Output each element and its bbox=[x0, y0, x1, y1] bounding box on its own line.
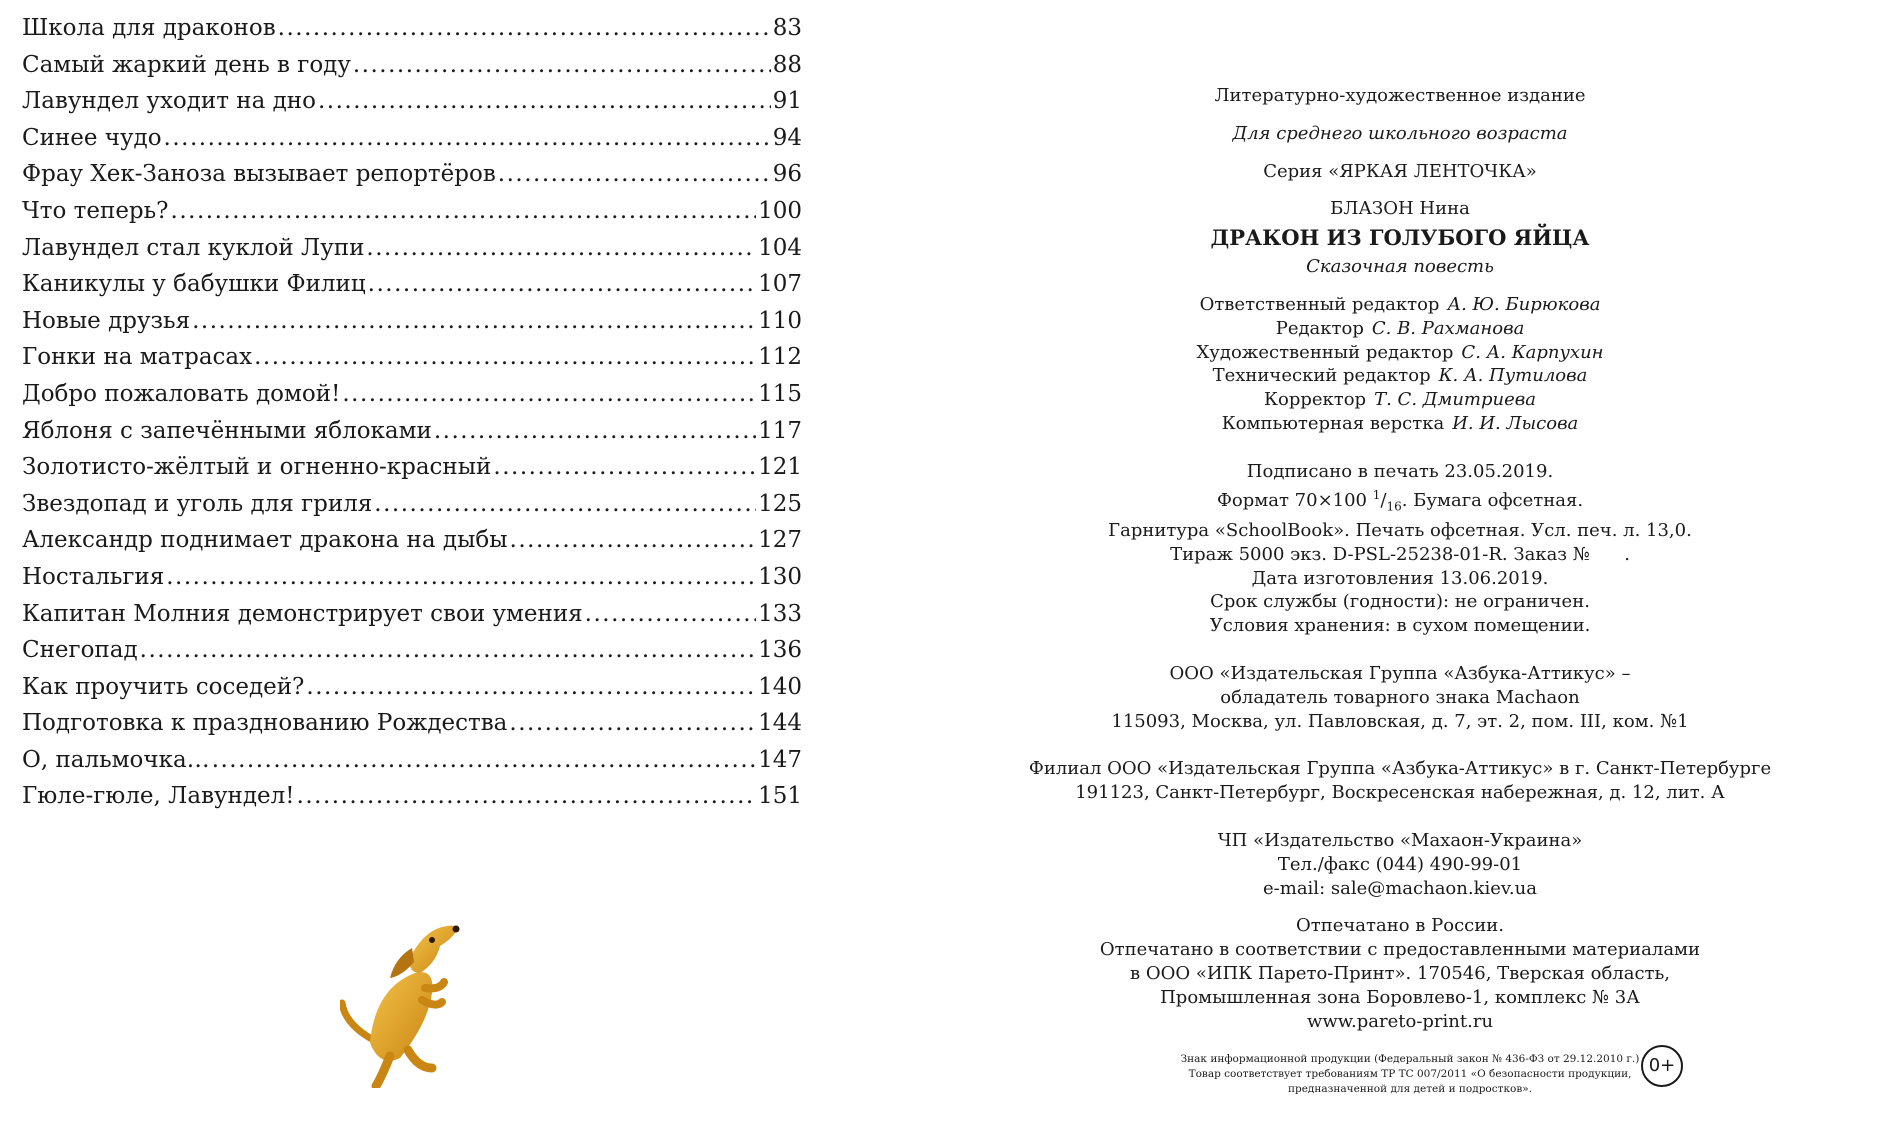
toc-leader-dots bbox=[368, 266, 756, 303]
toc-entry-title: Каникулы у бабушки Филиц bbox=[22, 271, 366, 298]
toc-leader-dots bbox=[306, 669, 756, 706]
print-run: Тираж 5000 экз. D-PSL-25238-01-R. Заказ № . bbox=[1170, 543, 1630, 565]
toc-leader-dots bbox=[254, 339, 756, 376]
branch-line-2: 191123, Санкт-Петербург, Воскресенская набережная, д. 12, лит. А bbox=[1075, 782, 1725, 804]
toc-leader-dots bbox=[509, 705, 756, 742]
author-name: БЛАЗОН Нина bbox=[1330, 198, 1470, 220]
dachshund-illustration bbox=[340, 918, 500, 1088]
ukraine-email: e-mail: sale@machaon.kiev.ua bbox=[1263, 877, 1537, 899]
toc-entry bbox=[22, 449, 802, 486]
toc-entry-page: 136 bbox=[758, 637, 802, 664]
format-line: Формат 70×100 $^1/_{16}$. Бумага офсетная. bbox=[1216, 487, 1584, 514]
tr-ts-line-2: предназначенной для детей и подростков». bbox=[1288, 1083, 1532, 1095]
toc-entry bbox=[22, 632, 802, 669]
tr-ts-line-1: Товар соответствует требованиям ТР ТС 007/2011 «О безопасности продукции, bbox=[1188, 1068, 1632, 1080]
printed-line-3: в ООО «ИПК Парето-Принт». 170546, Тверская область, bbox=[1129, 962, 1671, 984]
publisher-line-2: обладатель товарного знака Machaon bbox=[1220, 686, 1580, 708]
printed-line-1: Отпечатано в России. bbox=[1296, 915, 1504, 937]
toc-entry bbox=[22, 559, 802, 596]
toc-entry-title: Лавундел уходит на дно bbox=[22, 88, 316, 115]
credit-role: Ответственный редактор bbox=[1199, 293, 1440, 315]
credit-person: Т. С. Дмитриева bbox=[1374, 389, 1536, 411]
toc-entry-page: 115 bbox=[758, 380, 802, 407]
toc-entry-page: 88 bbox=[772, 51, 802, 78]
toc-entry-page: 107 bbox=[758, 271, 802, 298]
toc-leader-dots bbox=[498, 156, 771, 193]
toc-entry bbox=[22, 596, 802, 633]
toc-leader-dots bbox=[278, 10, 771, 47]
credit-role: Компьютерная верстка bbox=[1221, 412, 1445, 434]
credit-person: С. В. Рахманова bbox=[1371, 317, 1525, 339]
toc-leader-dots bbox=[585, 596, 756, 633]
credit-line bbox=[1000, 293, 1800, 317]
typeface-line: Гарнитура «SchoolBook». Печать офсетная. Усл. печ. л. 13,0. bbox=[1108, 519, 1692, 541]
credit-person: А. Ю. Бирюкова bbox=[1447, 293, 1601, 315]
ukraine-line-2: Тел./факс (044) 490-99-01 bbox=[1277, 853, 1523, 875]
printer-website: www.pareto-print.ru bbox=[1306, 1010, 1494, 1032]
toc-entry bbox=[22, 303, 802, 340]
format-suffix: . Бумага офсетная. bbox=[1401, 489, 1584, 511]
toc-entry-page: 125 bbox=[758, 490, 802, 517]
toc-leader-dots bbox=[342, 376, 756, 413]
toc-leader-dots bbox=[171, 193, 757, 230]
credit-line bbox=[1000, 388, 1800, 412]
info-product-mark: Знак информационной продукции (Федеральный закон № 436-ФЗ от 29.12.2010 г.) bbox=[1180, 1053, 1640, 1065]
toc-entry bbox=[22, 10, 802, 47]
toc-entry bbox=[22, 83, 802, 120]
toc-entry-page: 83 bbox=[772, 15, 802, 41]
toc-leader-dots bbox=[434, 413, 756, 450]
toc-entry-title: Подготовка к празднованию Рождества bbox=[22, 710, 508, 737]
credits-list bbox=[1000, 293, 1800, 436]
toc-entry-title: Ностальгия bbox=[22, 563, 165, 590]
printed-line-2: Отпечатано в соответствии с предоставленными материалами bbox=[1099, 939, 1701, 961]
toc-entry-page: 127 bbox=[758, 527, 802, 554]
toc-leader-dots bbox=[493, 449, 756, 486]
branch-line-1: Филиал ООО «Издательская Группа «Азбука-Аттикус» в г. Санкт-Петербурге bbox=[1028, 758, 1772, 780]
toc-entry bbox=[22, 778, 802, 815]
toc-entry-title: Золотисто-жёлтый и огненно-красный bbox=[22, 454, 492, 481]
toc-entry-title: Яблоня с запечёнными яблоками bbox=[22, 417, 432, 444]
toc-entry bbox=[22, 376, 802, 413]
toc-entry-page: 121 bbox=[758, 454, 802, 481]
publisher-line-1: ООО «Издательская Группа «Азбука-Аттикус» – bbox=[1169, 662, 1631, 684]
credit-person: К. А. Путилова bbox=[1438, 365, 1588, 387]
toc-entry-title: Александр поднимает дракона на дыбы bbox=[22, 527, 508, 554]
toc-entry-title: Гонки на матрасах bbox=[22, 344, 253, 371]
toc-entry-page: 117 bbox=[758, 417, 802, 444]
toc-entry-title: Новые друзья bbox=[22, 307, 191, 334]
toc-entry-page: 112 bbox=[758, 344, 802, 371]
toc-entry bbox=[22, 120, 802, 157]
toc-entry-title: Снегопад bbox=[22, 637, 138, 664]
toc-entry-page: 110 bbox=[758, 307, 802, 334]
signed-date: Подписано в печать 23.05.2019. bbox=[1246, 460, 1554, 482]
toc-leader-dots bbox=[166, 559, 756, 596]
age-rating-badge: 0+ bbox=[1641, 1045, 1683, 1087]
credit-line bbox=[1000, 412, 1800, 436]
toc-entry-title: Лавундел стал куклой Лупи bbox=[22, 234, 365, 261]
book-subtitle: Сказочная повесть bbox=[1306, 256, 1494, 278]
imprint-block bbox=[1000, 84, 1800, 1033]
edition-type: Литературно-художественное издание bbox=[1214, 85, 1586, 106]
credit-role: Художественный редактор bbox=[1196, 341, 1454, 363]
toc-entry-title: Фрау Хек-Заноза вызывает репортёров bbox=[22, 161, 496, 188]
printed-line-4: Промышленная зона Боровлево-1, комплекс № 3А bbox=[1160, 986, 1640, 1008]
made-date: Дата изготовления 13.06.2019. bbox=[1251, 567, 1549, 589]
credit-line bbox=[1000, 364, 1800, 388]
ukraine-line-1: ЧП «Издательство «Махаон-Украина» bbox=[1217, 829, 1583, 851]
credit-role: Корректор bbox=[1264, 389, 1367, 411]
credit-role: Редактор bbox=[1275, 317, 1364, 339]
toc-entry bbox=[22, 742, 802, 779]
toc-entry bbox=[22, 47, 802, 84]
format-denominator: 16 bbox=[1386, 499, 1402, 514]
toc-leader-dots bbox=[374, 486, 756, 523]
toc-entry-page: 100 bbox=[758, 197, 802, 224]
age-note: Для среднего школьного возраста bbox=[1232, 122, 1568, 144]
toc-entry-page: 140 bbox=[758, 673, 802, 700]
toc-entry-page: 96 bbox=[772, 161, 802, 188]
toc-entry bbox=[22, 193, 802, 230]
toc-entry bbox=[22, 339, 802, 376]
toc-leader-dots bbox=[510, 522, 757, 559]
toc-entry bbox=[22, 266, 802, 303]
toc-entry-page: 104 bbox=[758, 234, 802, 261]
credit-person: С. А. Карпухин bbox=[1461, 341, 1604, 363]
credit-role: Технический редактор bbox=[1212, 365, 1431, 387]
toc-entry bbox=[22, 705, 802, 742]
publisher-line-3: 115093, Москва, ул. Павловская, д. 7, эт. 2, пом. III, ком. №1 bbox=[1111, 710, 1689, 732]
series-name: Серия «ЯРКАЯ ЛЕНТОЧКА» bbox=[1263, 160, 1537, 182]
storage-conditions: Условия хранения: в сухом помещении. bbox=[1209, 615, 1591, 637]
regulatory-notes bbox=[1110, 1052, 1710, 1097]
service-life: Срок службы (годности): не ограничен. bbox=[1210, 591, 1590, 613]
toc-leader-dots bbox=[318, 83, 771, 120]
format-prefix: Формат 70×100 bbox=[1216, 489, 1373, 511]
toc-entry-title: Капитан Молния демонстрирует свои умения bbox=[22, 600, 583, 627]
book-title: ДРАКОН ИЗ ГОЛУБОГО ЯЙЦА bbox=[1210, 225, 1590, 251]
toc-entry bbox=[22, 156, 802, 193]
table-of-contents bbox=[22, 10, 802, 815]
toc-entry-title: Как проучить соседей? bbox=[22, 673, 305, 700]
toc-leader-dots bbox=[353, 47, 771, 84]
toc-entry-title: Самый жаркий день в году bbox=[22, 51, 351, 78]
toc-leader-dots bbox=[212, 742, 756, 779]
toc-entry bbox=[22, 413, 802, 450]
toc-entry-title: Школа для драконов bbox=[22, 15, 276, 41]
toc-leader-dots bbox=[140, 632, 756, 669]
toc-leader-dots bbox=[164, 120, 771, 157]
toc-entry bbox=[22, 230, 802, 267]
credit-line bbox=[1000, 317, 1800, 341]
toc-entry-title: Звездопад и уголь для гриля bbox=[22, 490, 373, 517]
credit-line bbox=[1000, 341, 1800, 365]
toc-leader-dots bbox=[366, 230, 756, 267]
toc-entry bbox=[22, 669, 802, 706]
toc-entry-page: 133 bbox=[758, 600, 802, 627]
toc-entry bbox=[22, 522, 802, 559]
toc-entry-title: Добро пожаловать домой! bbox=[22, 380, 341, 407]
toc-entry-title: О, пальмочка… bbox=[22, 746, 210, 773]
toc-leader-dots bbox=[192, 303, 756, 340]
credit-person: И. И. Лысова bbox=[1452, 412, 1579, 434]
toc-leader-dots bbox=[297, 778, 757, 815]
toc-entry-title: Что теперь? bbox=[22, 197, 169, 224]
toc-entry-page: 94 bbox=[772, 124, 802, 151]
toc-entry-page: 130 bbox=[758, 563, 802, 590]
toc-entry-title: Гюле-гюле, Лавундел! bbox=[22, 783, 295, 810]
toc-entry-page: 147 bbox=[758, 746, 802, 773]
toc-entry-page: 151 bbox=[758, 783, 802, 810]
toc-entry-page: 144 bbox=[758, 710, 802, 737]
toc-entry-page: 91 bbox=[772, 88, 802, 115]
format-numerator: 1 bbox=[1372, 487, 1381, 502]
toc-entry bbox=[22, 486, 802, 523]
toc-entry-title: Синее чудо bbox=[22, 124, 162, 151]
